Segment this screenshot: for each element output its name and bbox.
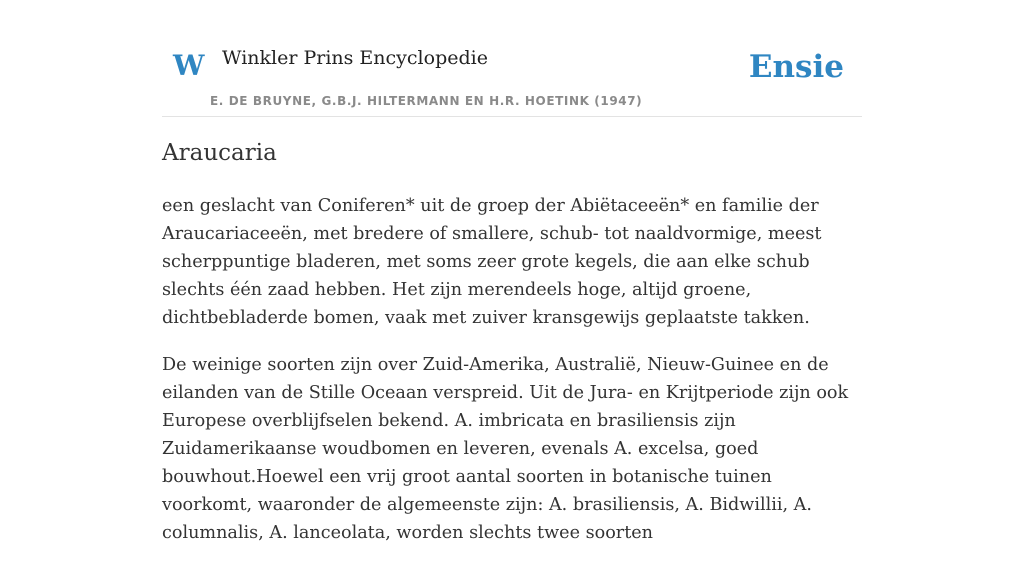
authors-line: E. DE BRUYNE, G.B.J. HILTERMANN EN H.R. HOETINK (1947): [210, 94, 643, 108]
article-paragraph: De weinige soorten zijn over Zuid-Amerika, Australië, Nieuw-Guinee en de eilanden van de Stille Oceaan verspreid. Uit de Jura- en Krijtperiode zijn ook Europese overblijfselen bekend. A. imbricata en brasiliensis zijn Zuidamerikaanse woudbomen en leveren, evenals A. excelsa, goed bouwhout.Hoewel een vrij groot aantal soorten in botanische tuinen voorkomt, waaronder de algemeenste zijn: A. brasiliensis, A. Bidwillii, A. columnalis, A. lanceolata, worden slechts twee soorten: [162, 355, 849, 543]
encyclopedia-title[interactable]: Winkler Prins Encyclopedie: [222, 47, 488, 69]
article-title: Araucaria: [162, 140, 277, 166]
article-paragraph: een geslacht van Coniferen* uit de groep der Abiëtaceeën* en familie der Araucariaceeën, met bredere of smallere, schub- tot naaldvormige, meest scherppuntige bladeren, met soms zeer grote kegels, die aan elke schub slechts één zaad hebben. Het zijn merendeels hoge, altijd groene, dichtbebladerde bomen, vaak met zuiver kransgewijs geplaatste takken.: [162, 196, 822, 328]
ensie-brand-logo[interactable]: Ensie: [748, 49, 844, 85]
article-body: [162, 192, 862, 566]
encyclopedia-logo-icon[interactable]: W: [173, 49, 205, 82]
site-header: [162, 0, 862, 117]
